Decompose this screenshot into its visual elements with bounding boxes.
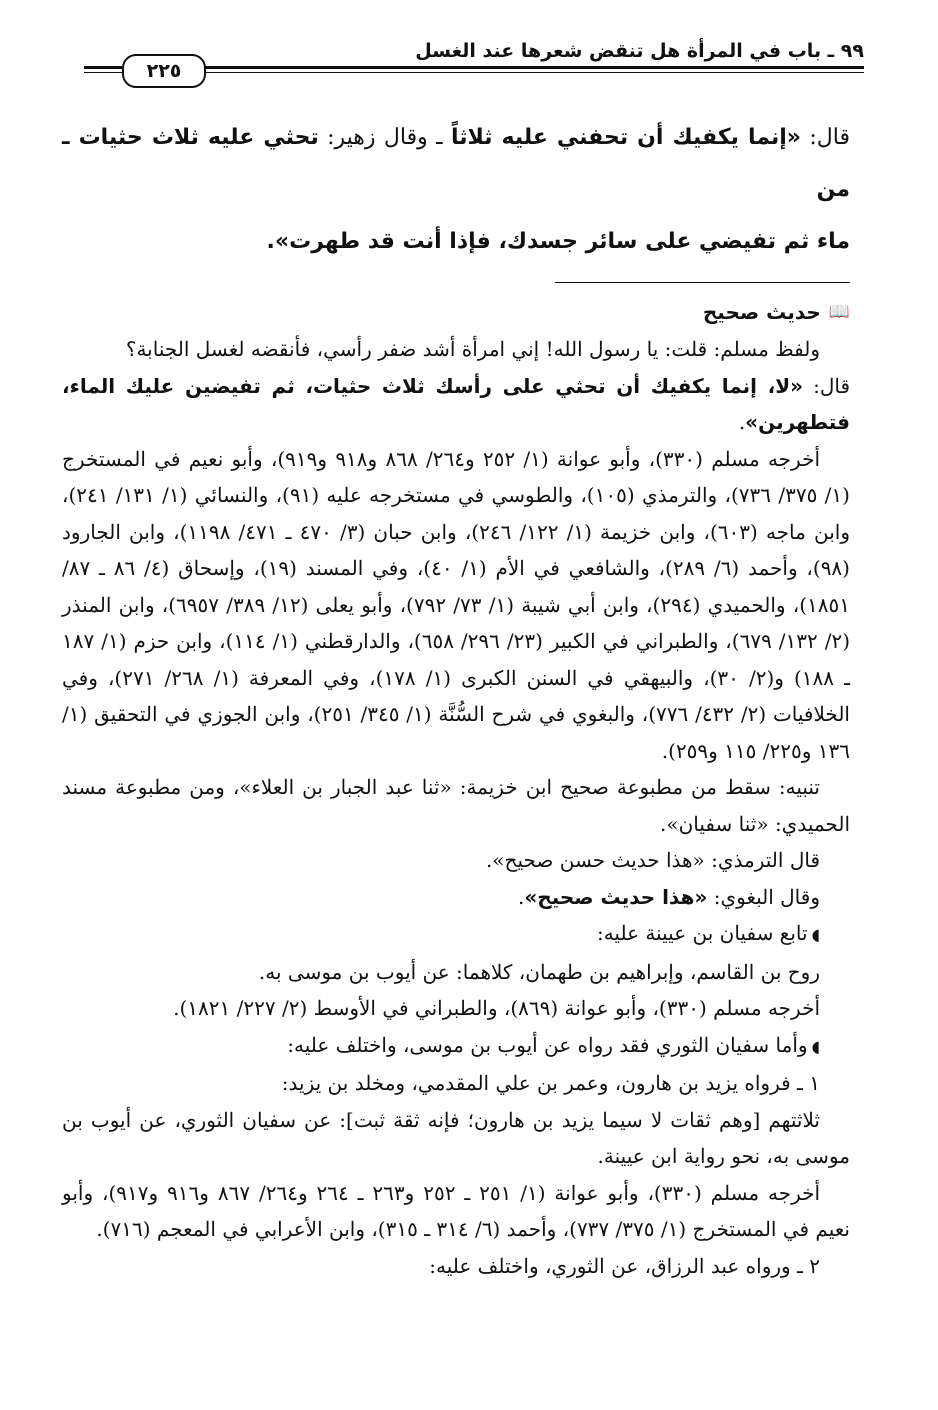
muslim-answer-matn: «لا، إنما يكفيك أن تحثي على رأسك ثلاث حثيات، ثم تفيضين عليك الماء، فتطهرين» xyxy=(62,373,850,434)
hadith-variant-intro: ـ وقال زهير: xyxy=(318,125,451,150)
hadith-grade xyxy=(62,293,850,331)
grade-label: حديث صحيح xyxy=(702,300,821,324)
page-body xyxy=(62,112,850,1284)
thawri-item-1-takhrij: أخرجه مسلم (٣٣٠)، وأبو عوانة (١/ ٢٥١ ـ ٢٥٢ و٢٦٣ ـ ٢٦٤ و٢٦٤/ ٨٦٧ و٩١٦ و٩١٧)، وأبو نعيم في المستخرج (١/ ٣٧٥/ ٧٣٧)، وأحمد (٦/ ٣١٤ ـ ٣١٥)، وابن الأعرابي في المعجم (٧١٦). xyxy=(62,1180,850,1241)
bullet-icon: ◖ xyxy=(811,1036,820,1056)
muslim-answer: قال: «لا، إنما يكفيك أن تحثي على رأسك ثلاث حثيات، ثم تفيضين عليك الماء، فتطهرين». xyxy=(62,373,851,434)
section-separator xyxy=(555,282,850,283)
header-rule-thin xyxy=(204,72,864,73)
thawri-item-2: ٢ ـ ورواه عبد الرزاق، عن الثوري، واختلف عليه: xyxy=(429,1253,820,1278)
page-header xyxy=(84,36,864,92)
baghawi-quote: «هذا حديث صحيح» xyxy=(524,884,708,909)
hadith-matn-a: «إنما يكفيك أن تحفني عليه ثلاثاً xyxy=(450,125,801,150)
baghawi-verdict: وقال البغوي: «هذا حديث صحيح». xyxy=(518,884,820,909)
book-icon: 📖 xyxy=(828,301,850,322)
header-rule-thick xyxy=(204,66,864,69)
follow-up-text: روح بن القاسم، وإبراهيم بن طهمان، كلاهما: عن أيوب بن موسى به. xyxy=(258,959,820,984)
follow-up-heading: ◖تابع سفيان بن عيينة عليه: xyxy=(596,921,820,945)
page-number: ٢٢٥ xyxy=(122,54,206,88)
thawri-heading: ◖وأما سفيان الثوري فقد رواه عن أيوب بن موسى، واختلف عليه: xyxy=(287,1032,820,1057)
hadith-intro: قال: xyxy=(800,125,850,150)
thawri-item-1-continued: ثلاثتهم [وهم ثقات لا سيما يزيد بن هارون؛ فإنه ثقة ثبت]: عن سفيان الثوري، عن أيوب بن موسى به، نحو رواية ابن عيينة. xyxy=(62,1107,850,1168)
hadith-matn-b: تحثي عليه ثلاث حثيات ـ من xyxy=(62,125,850,202)
tirmidhi-verdict: قال الترمذي: «هذا حديث حسن صحيح». xyxy=(485,848,820,872)
muslim-wording: ولفظ مسلم: قلت: يا رسول الله! إني امرأة أشد ضفر رأسي، فأنقضه لغسل الجنابة؟ xyxy=(125,337,820,361)
tanbih-note: تنبيه: سقط من مطبوعة صحيح ابن خزيمة: «ثنا عبد الجبار بن العلاء»، ومن مطبوعة مسند الحميدي: «ثنا سفيان». xyxy=(62,775,850,836)
bullet-icon: ◖ xyxy=(811,925,820,944)
header-rule-left-thick xyxy=(84,66,122,69)
takhrij-paragraph: أخرجه مسلم (٣٣٠)، وأبو عوانة (١/ ٢٥٢ و٢٦٤/ ٨٦٨ و٩١٨ و٩١٩)، وأبو نعيم في المستخرج (١/ ٣٧٥/ ٧٣٦)، والترمذي (١٠٥)، والطوسي في مستخرجه عليه (٩١)، والنسائي (١/ ١٣١/ ٢٤١)، وابن ماجه (٦٠٣)، وابن خزيمة (١/ ١٢٢/ ٢٤٦)، وابن حبان (٣/ ٤٧٠ ـ ٤٧١/ ١١٩٨)، وابن الجارود (٩٨)، وأحمد (٦/ ٢٨٩)، والشافعي في الأم (١/ ٤٠)، وفي المسند (١٩)، وإسحاق (٤/ ٨٦ ـ ٨٧/ ١٨٥١)، والحميدي (٢٩٤)، وابن أبي شيبة (١/ ٧٣/ ٧٩٢)، وأبو يعلى (١٢/ ٣٨٩/ ٦٩٥٧)، وابن المنذر (٢/ ١٣٢/ ٦٧٩)، والطبراني في الكبير (٢٣/ ٢٩٦/ ٦٥٨)، والدارقطني (١/ ١١٤)، وابن حزم (١/ ١٨٧ ـ ١٨٨) و(٢/ ٣٠)، والبيهقي في السنن الكبرى (١/ ١٧٨)، وفي المعرفة (١/ ٢٦٨/ ٢٧١)، وفي الخلافيات (٢/ ٤٣٢/ ٧٧٦)، والبغوي في شرح السُّنَّة (١/ ٣٤٥/ ٢٥١)، وابن الجوزي في التحقيق (١/ ١٣٦ و٢٢٥/ ١١٥ و٢٥٩). xyxy=(62,446,851,763)
hadith-text-line-1 xyxy=(62,112,850,216)
hadith-text-line-2: ماء ثم تفيضي على سائر جسدك، فإذا أنت قد طهرت». xyxy=(266,229,850,254)
header-rule-left-thin xyxy=(84,72,122,73)
thawri-item-1: ١ ـ فرواه يزيد بن هارون، وعمر بن علي المقدمي، ومخلد بن يزيد: xyxy=(281,1071,820,1095)
follow-up-takhrij: أخرجه مسلم (٣٣٠)، وأبو عوانة (٨٦٩)، والطبراني في الأوسط (٢/ ٢٢٧/ ١٨٢١). xyxy=(173,996,820,1020)
chapter-title: ٩٩ ـ باب في المرأة هل تنقض شعرها عند الغسل xyxy=(415,40,864,62)
